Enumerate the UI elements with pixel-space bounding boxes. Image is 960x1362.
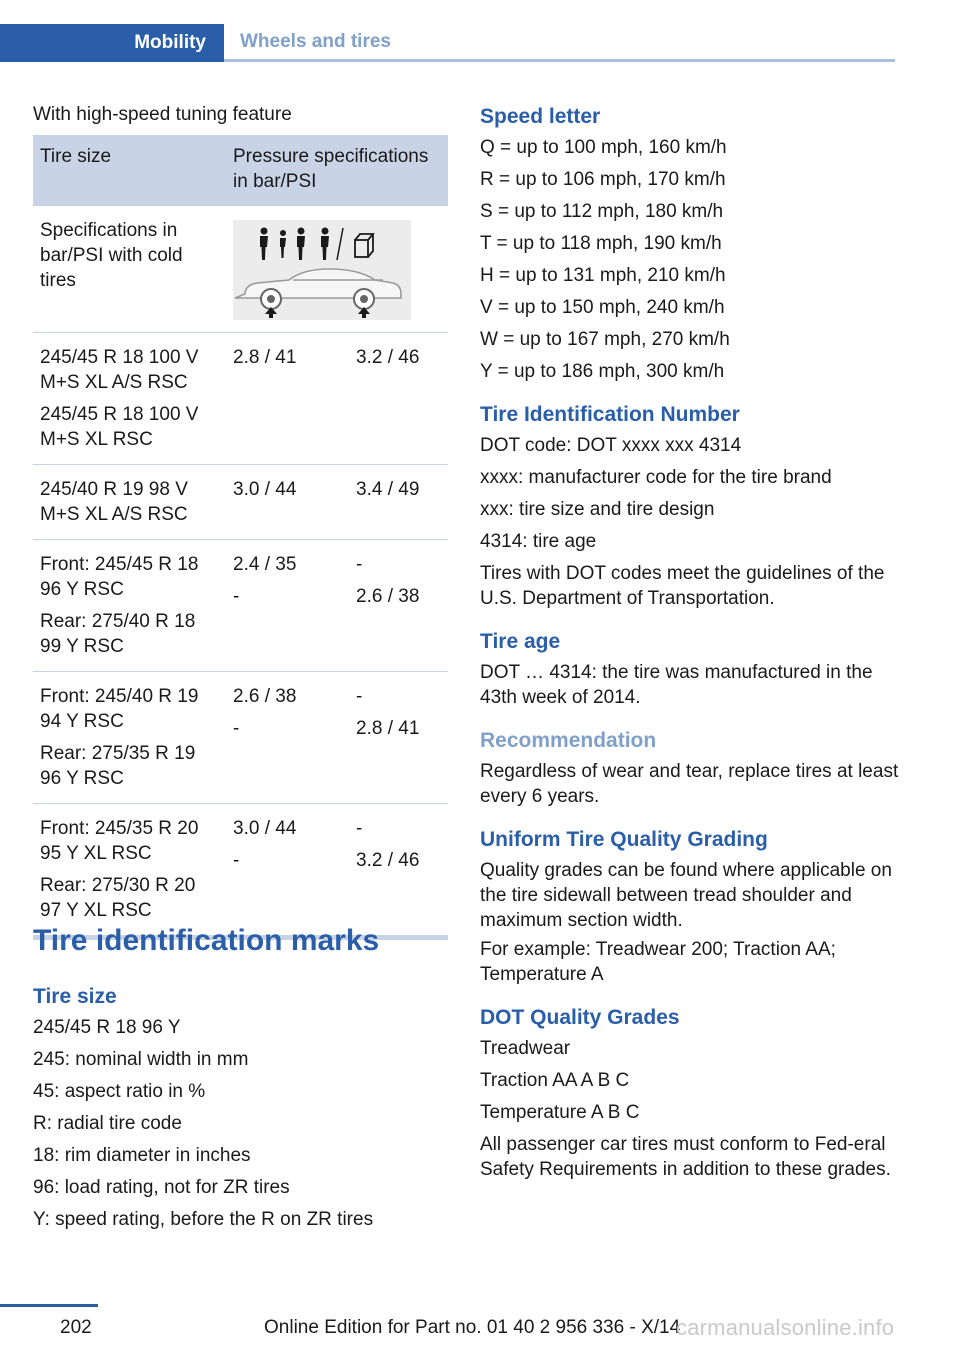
table-row xyxy=(33,672,448,804)
speed-line: W = up to 167 mph, 270 km/h xyxy=(480,329,730,350)
tire-size: Front: 245/35 R 20 95 Y XL RSC xyxy=(40,818,199,864)
col-pressure: Pressure specifications in bar/PSI xyxy=(226,135,448,206)
tire-size: Rear: 275/40 R 18 99 Y RSC xyxy=(40,611,196,657)
tire-size-line: 18: rim diameter in inches xyxy=(33,1145,251,1166)
speed-line: T = up to 118 mph, 190 km/h xyxy=(480,233,722,254)
tire-size-line: 245/45 R 18 96 Y xyxy=(33,1017,181,1038)
tire-size: Rear: 275/30 R 20 97 Y XL RSC xyxy=(40,875,196,921)
page-number: 202 xyxy=(60,1317,92,1338)
pressure-full: 3.2 / 46 xyxy=(356,347,420,368)
tire-size-line: Y: speed rating, before the R on ZR tires xyxy=(33,1209,374,1230)
section-title: Tire identification marks xyxy=(33,924,380,957)
col-tire-size: Tire size xyxy=(33,135,226,206)
pressure-normal: - xyxy=(233,718,240,739)
spec-note: Specifications in bar/PSI with cold tires xyxy=(40,220,183,291)
utqg-example: For example: Treadwear 200; Traction AA; Temperature A xyxy=(480,939,836,985)
pressure-normal: 2.8 / 41 xyxy=(233,347,297,368)
pressure-normal: 3.0 / 44 xyxy=(233,818,297,839)
pressure-full: 2.8 / 41 xyxy=(356,718,420,739)
tire-size-section xyxy=(33,982,453,1236)
pressure-normal: - xyxy=(233,586,240,607)
dot-grades-heading: DOT Quality Grades xyxy=(480,1006,680,1029)
tin-paragraph: Tires with DOT codes meet the guidelines of the U.S. Department of Transportation. xyxy=(480,563,885,609)
pressure-normal: 3.0 / 44 xyxy=(233,479,297,500)
tire-size-heading: Tire size xyxy=(33,985,117,1008)
edition-text: Online Edition for Part no. 01 40 2 956 336 - X/14 xyxy=(264,1317,681,1338)
passenger-luggage-icon xyxy=(233,220,411,320)
pressure-normal: - xyxy=(233,850,240,871)
pressure-full: - xyxy=(356,818,363,839)
speed-line: Y = up to 186 mph, 300 km/h xyxy=(480,361,725,382)
pressure-normal: 2.6 / 38 xyxy=(233,686,297,707)
tire-size: 245/40 R 19 98 V M+S XL A/S RSC xyxy=(40,479,188,525)
header-rule xyxy=(224,59,895,62)
dot-grades-paragraph: All passenger car tires must conform to Fed-eral Safety Requirements in addition to these grades. xyxy=(480,1134,891,1180)
tin-heading: Tire Identification Number xyxy=(480,403,740,426)
pressure-full: 2.6 / 38 xyxy=(356,586,420,607)
utqg-paragraph: Quality grades can be found where applicable on the tire sidewall between tread shoulder and maximum section width. xyxy=(480,860,892,931)
pressure-full: - xyxy=(356,554,363,575)
table-caption: With high-speed tuning feature xyxy=(33,104,292,125)
tin-line: xxx: tire size and tire design xyxy=(480,499,715,520)
table-row xyxy=(33,465,448,540)
tin-line: DOT code: DOT xxxx xxx 4314 xyxy=(480,435,742,456)
dot-grade-line: Traction AA A B C xyxy=(480,1070,630,1091)
tin-line: 4314: tire age xyxy=(480,531,597,552)
tire-size: Front: 245/45 R 18 96 Y RSC xyxy=(40,554,199,600)
speed-line: Q = up to 100 mph, 160 km/h xyxy=(480,137,727,158)
dot-grade-line: Treadwear xyxy=(480,1038,571,1059)
dot-grade-line: Temperature A B C xyxy=(480,1102,640,1123)
tire-size-line: 245: nominal width in mm xyxy=(33,1049,249,1070)
speed-letter-heading: Speed letter xyxy=(480,105,601,128)
tire-size-line: 45: aspect ratio in % xyxy=(33,1081,206,1102)
speed-line: H = up to 131 mph, 210 km/h xyxy=(480,265,726,286)
table-row xyxy=(33,804,448,938)
tire-age-heading: Tire age xyxy=(480,630,561,653)
speed-line: R = up to 106 mph, 170 km/h xyxy=(480,169,726,190)
tin-line: xxxx: manufacturer code for the tire brand xyxy=(480,467,832,488)
tire-pressure-table xyxy=(33,135,448,940)
load-illustration-cell xyxy=(226,206,448,333)
tire-size: Rear: 275/35 R 19 96 Y RSC xyxy=(40,743,196,789)
page-header xyxy=(0,24,895,62)
tire-size: Front: 245/40 R 19 94 Y RSC xyxy=(40,686,199,732)
watermark: carmanualsonline.info xyxy=(676,1315,895,1340)
pressure-full: 3.4 / 49 xyxy=(356,479,420,500)
recommendation-paragraph: Regardless of wear and tear, replace tires at least every 6 years. xyxy=(480,761,899,807)
pressure-normal: 2.4 / 35 xyxy=(233,554,297,575)
vehicle-load-illustration xyxy=(233,220,411,320)
speed-line: S = up to 112 mph, 180 km/h xyxy=(480,201,724,222)
right-column xyxy=(480,102,900,1186)
pressure-full: 3.2 / 46 xyxy=(356,850,420,871)
utqg-heading: Uniform Tire Quality Grading xyxy=(480,828,768,851)
footer-rule xyxy=(0,1304,98,1307)
tire-size: 245/45 R 18 100 V M+S XL A/S RSC xyxy=(40,347,199,393)
table-row xyxy=(33,333,448,465)
tire-size-line: R: radial tire code xyxy=(33,1113,182,1134)
table-row xyxy=(33,540,448,672)
speed-line: V = up to 150 mph, 240 km/h xyxy=(480,297,725,318)
tire-size-line: 96: load rating, not for ZR tires xyxy=(33,1177,290,1198)
tire-age-paragraph: DOT … 4314: the tire was manufactured in the 43th week of 2014. xyxy=(480,662,873,708)
pressure-full: - xyxy=(356,686,363,707)
tire-size: 245/45 R 18 100 V M+S XL RSC xyxy=(40,404,199,450)
section-tab: Mobility xyxy=(0,24,224,62)
recommendation-heading: Recommendation xyxy=(480,729,657,752)
chapter-title: Wheels and tires xyxy=(240,31,391,52)
